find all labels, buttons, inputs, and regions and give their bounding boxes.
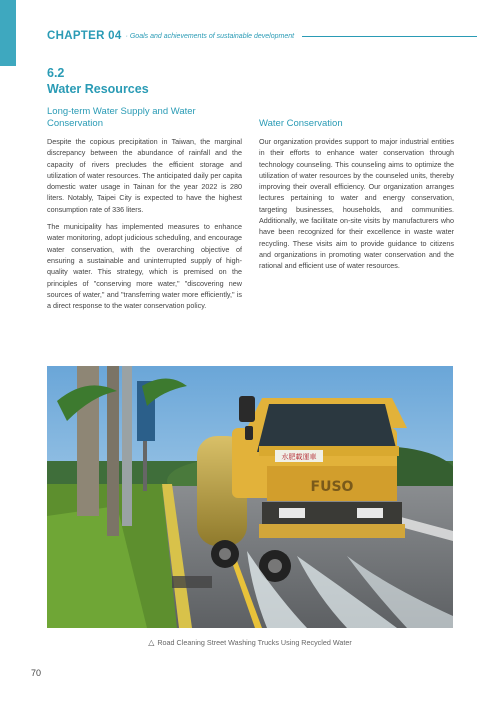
truck-sign-text: 水肥載運車 (281, 453, 317, 461)
right-paragraph-1: Our organization provides support to major industrial entities in their efforts to enhance water conservation through technology counseling. This counseling aims to optimize the utilization of water resources by the counseled units, thereby improving their overall efficiency. Our organization arranges lectures pertaining to water and energy conservation, targeting businesses, households, and communities. Additionally, we facilitate on-site visits by manufacturers who have been recognized for their excellence in waste water recycling. These visits aim to provide guidance to citizens and organizations in promoting water conservation and the rational and efficient use of water resources. (259, 137, 454, 271)
left-column-heading: Long-term Water Supply and Water Conservation (47, 106, 196, 129)
left-paragraph-1: Despite the copious precipitation in Taiwan, the marginal discrepancy between the abundance of rainfall and the capacity of rivers precludes the efficient storage and utilization of water resources. The anticipated daily per capita domestic water usage in Tainan for the year 2022 is 280 liters. Notably, Taipei City is expected to have the highest consumption rate of 336 liters. (47, 137, 242, 214)
chapter-header (47, 28, 477, 44)
triangle-icon: △ (148, 638, 155, 647)
chapter-label: CHAPTER 04 (47, 30, 122, 42)
section-title: Water Resources (47, 82, 149, 96)
caption-text: Road Cleaning Street Washing Trucks Using Recycled Water (157, 638, 352, 647)
page-number: 70 (31, 668, 42, 678)
chapter-rule (302, 36, 477, 37)
truck-photo (47, 366, 453, 628)
photo-caption (0, 638, 500, 647)
right-column (259, 118, 454, 278)
left-paragraph-2: The municipality has implemented measures to enhance water monitoring, adopt judicious scheduling, and encourage water conservation, with the overarching objective of ensuring a sustainable and uninterrupted supply of high-quality water. This strategy, which is premised on the principles of "conserving more water," "discovering new sources of water," and "transferring water more efficiently," is a direct response to the water conservation policy. (47, 222, 242, 311)
chapter-subtitle: · Goals and achievements of sustainable development (125, 32, 295, 40)
chapter-corner-tab (0, 0, 16, 66)
left-column (47, 106, 242, 317)
truck-brand-text: FUSO (310, 479, 354, 495)
section-number: 6.2 (47, 66, 65, 80)
right-column-heading: Water Conservation (259, 118, 343, 129)
